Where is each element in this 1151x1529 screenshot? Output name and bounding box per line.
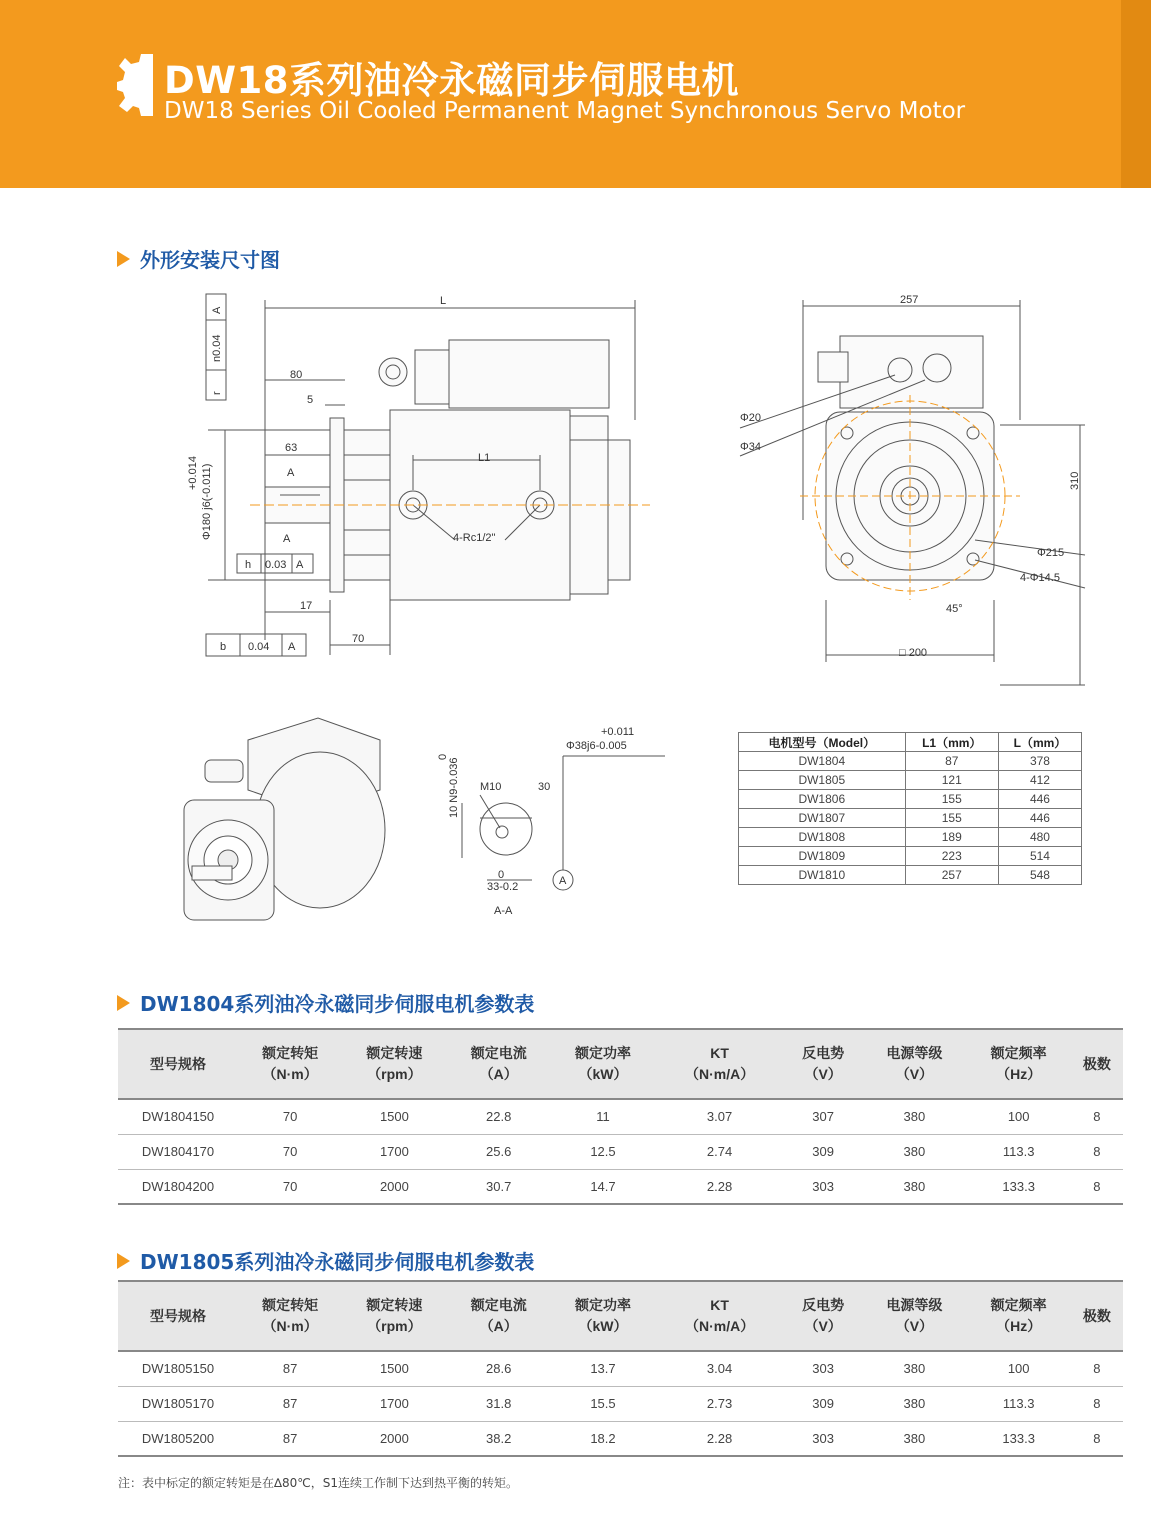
dim-square: □ 200 — [899, 647, 928, 659]
table-cell: 22.8 — [447, 1099, 551, 1134]
table-cell: DW1805170 — [118, 1386, 238, 1421]
table-cell: 380 — [862, 1169, 966, 1204]
triangle-bullet-icon — [117, 1253, 130, 1269]
header-cell — [862, 1029, 966, 1099]
table-cell: 303 — [784, 1351, 862, 1386]
table-row — [118, 1351, 1123, 1386]
table-cell: 2000 — [342, 1421, 446, 1456]
tol-r-ref: A — [211, 306, 223, 314]
table-cell: 514 — [998, 847, 1081, 866]
header-cell — [447, 1281, 551, 1351]
dim-shaft: Φ38j6-0.005 — [566, 740, 627, 752]
table-row — [739, 809, 1082, 828]
triangle-bullet-icon — [117, 995, 130, 1011]
table-cell: 2.28 — [655, 1169, 784, 1204]
dim-phi215: Φ215 — [1037, 547, 1065, 559]
header-label: 额定频率 — [990, 1045, 1047, 1061]
table-cell: 2.74 — [655, 1134, 784, 1169]
header-unit: （Hz） — [996, 1066, 1042, 1082]
table-cell: 380 — [862, 1134, 966, 1169]
table-cell: 100 — [967, 1099, 1071, 1134]
table-cell: 31.8 — [447, 1386, 551, 1421]
header-unit: （N·m/A） — [684, 1066, 755, 1082]
dim-width: 33-0.2 — [487, 881, 519, 893]
header-unit: （V） — [804, 1318, 842, 1334]
header-cell: L（mm） — [998, 733, 1081, 752]
header-label: 极数 — [1082, 1055, 1111, 1072]
table-cell: 155 — [905, 809, 998, 828]
tol-b-symbol: b — [220, 641, 227, 653]
table-cell: DW1807 — [739, 809, 906, 828]
table-cell: 133.3 — [967, 1421, 1071, 1456]
header-cell — [784, 1029, 862, 1099]
table-cell: 548 — [998, 866, 1081, 885]
header-cell — [1071, 1029, 1123, 1099]
dim-phi20: Φ20 — [740, 412, 762, 424]
dim-257: 257 — [900, 294, 919, 306]
table-cell: 412 — [998, 771, 1081, 790]
dim-17: 17 — [300, 600, 313, 612]
table-cell: 2000 — [342, 1169, 446, 1204]
dim-dia180: Φ180 j6(-0.011) — [201, 463, 213, 540]
tol-h-value: 0.03 — [265, 559, 287, 571]
header-cell — [118, 1281, 238, 1351]
table-cell: 303 — [784, 1421, 862, 1456]
tol-h-symbol: h — [245, 559, 252, 571]
header-unit: （N·m） — [262, 1318, 318, 1334]
param-table-dw1804 — [118, 1028, 1123, 1205]
table-cell: DW1806 — [739, 790, 906, 809]
table-cell: DW1810 — [739, 866, 906, 885]
header-unit: （N·m/A） — [684, 1318, 755, 1334]
dim-L1: L1 — [478, 452, 491, 464]
header-label: 额定转矩 — [262, 1297, 319, 1313]
table-cell: 1500 — [342, 1099, 446, 1134]
table-cell: 70 — [238, 1099, 342, 1134]
table-cell: 446 — [998, 809, 1081, 828]
table-cell: 1700 — [342, 1134, 446, 1169]
header-label: KT — [710, 1297, 729, 1313]
header-cell — [967, 1281, 1071, 1351]
table-cell: 309 — [784, 1134, 862, 1169]
header-unit: （A） — [479, 1066, 518, 1082]
header-cell — [551, 1029, 655, 1099]
table-cell: 446 — [998, 790, 1081, 809]
table-cell: 309 — [784, 1386, 862, 1421]
table-cell: 3.04 — [655, 1351, 784, 1386]
model-dimension-table — [738, 732, 1082, 885]
dim-ref-A: A — [559, 875, 567, 887]
page-title-cn: DW18系列油冷永磁同步伺服电机 — [164, 59, 740, 102]
table-cell: DW1805200 — [118, 1421, 238, 1456]
dim-shaft-tol: +0.011 — [601, 726, 635, 738]
table-header-row — [118, 1281, 1123, 1351]
table-row — [739, 847, 1082, 866]
header-label: 电源等级 — [886, 1045, 943, 1061]
table-row — [118, 1099, 1123, 1134]
table-cell: 307 — [784, 1099, 862, 1134]
header-label: 额定转速 — [366, 1297, 423, 1313]
table-cell: 133.3 — [967, 1169, 1071, 1204]
dim-key-tol: 0 — [437, 753, 449, 760]
table-cell: 8 — [1071, 1169, 1123, 1204]
table-cell: 380 — [862, 1386, 966, 1421]
tol-b-value: 0.04 — [248, 641, 270, 653]
header-cell — [118, 1029, 238, 1099]
table-row — [118, 1421, 1123, 1456]
dim-holes: 4-Φ14.5 — [1020, 572, 1060, 584]
dim-ports: 4-Rc1/2" — [453, 532, 496, 544]
dim-5: 5 — [307, 394, 314, 406]
table-row — [739, 866, 1082, 885]
table-cell: 2.28 — [655, 1421, 784, 1456]
header-unit: （Hz） — [996, 1318, 1042, 1334]
table-cell: 8 — [1071, 1386, 1123, 1421]
table-cell: 1700 — [342, 1386, 446, 1421]
table-cell: DW1804150 — [118, 1099, 238, 1134]
table-cell: 70 — [238, 1169, 342, 1204]
table-cell: 30.7 — [447, 1169, 551, 1204]
dim-thread: M10 — [480, 781, 502, 793]
table-cell: 100 — [967, 1351, 1071, 1386]
drawing-section-title: 外形安装尺寸图 — [117, 244, 280, 273]
model-table-header — [739, 733, 1082, 752]
header-cell — [447, 1029, 551, 1099]
table-cell: 14.7 — [551, 1169, 655, 1204]
header-cell — [238, 1029, 342, 1099]
table-cell: 87 — [238, 1351, 342, 1386]
dim-L: L — [440, 295, 447, 307]
tol-h-ref: A — [296, 559, 304, 571]
header-label: 额定频率 — [990, 1297, 1047, 1313]
table-cell: 87 — [905, 752, 998, 771]
header-cell — [655, 1029, 784, 1099]
table-row — [739, 828, 1082, 847]
table-cell: 70 — [238, 1134, 342, 1169]
header-unit: （V） — [804, 1066, 842, 1082]
header-unit: （kW） — [578, 1318, 628, 1334]
dim-63: 63 — [285, 442, 298, 454]
table-cell: DW1804200 — [118, 1169, 238, 1204]
table-row — [739, 771, 1082, 790]
table-cell: 8 — [1071, 1099, 1123, 1134]
header-label: 额定功率 — [574, 1297, 631, 1313]
table-cell: 87 — [238, 1421, 342, 1456]
header-cell: 电机型号（Model） — [739, 733, 906, 752]
footnote: 注：表中标定的额定转矩是在∆80℃，S1连续工作制下达到热平衡的转矩。 — [118, 1476, 519, 1490]
table-cell: DW1804 — [739, 752, 906, 771]
header-label: 极数 — [1082, 1307, 1111, 1324]
header-label: 额定功率 — [574, 1045, 631, 1061]
table-cell: 8 — [1071, 1134, 1123, 1169]
table-cell: 189 — [905, 828, 998, 847]
table-cell: 18.2 — [551, 1421, 655, 1456]
header-label: 额定转速 — [366, 1045, 423, 1061]
header-label: KT — [710, 1045, 729, 1061]
table-cell: 2.73 — [655, 1386, 784, 1421]
dim-dia180-tol: +0.014 — [187, 456, 199, 490]
tol-b-ref: A — [288, 641, 296, 653]
table-cell: 380 — [862, 1421, 966, 1456]
section-label: A-A — [494, 905, 513, 917]
table-cell: DW1805 — [739, 771, 906, 790]
dim-70: 70 — [352, 633, 365, 645]
header-cell — [551, 1281, 655, 1351]
table-cell: 380 — [862, 1099, 966, 1134]
table-cell: 480 — [998, 828, 1081, 847]
table-cell: 8 — [1071, 1351, 1123, 1386]
header-unit: （rpm） — [367, 1318, 422, 1334]
table-cell: DW1809 — [739, 847, 906, 866]
dim-A-top: A — [287, 467, 295, 479]
table-cell: 13.7 — [551, 1351, 655, 1386]
page-title-en: DW18 Series Oil Cooled Permanent Magnet Synchronous Servo Motor — [164, 98, 966, 124]
tol-r-value: n0.04 — [211, 334, 223, 362]
header-unit: （A） — [479, 1318, 518, 1334]
header-label: 电源等级 — [886, 1297, 943, 1313]
header-unit: （V） — [895, 1318, 934, 1334]
table-row — [118, 1386, 1123, 1421]
table-cell: 380 — [862, 1351, 966, 1386]
table-cell: 113.3 — [967, 1386, 1071, 1421]
dim-angle: 45° — [946, 603, 963, 615]
dim-width-tol: 0 — [498, 869, 505, 881]
table-cell: 3.07 — [655, 1099, 784, 1134]
table-cell: 8 — [1071, 1421, 1123, 1456]
header-cell — [655, 1281, 784, 1351]
table-header-row — [118, 1029, 1123, 1099]
dim-80: 80 — [290, 369, 303, 381]
header-cell — [342, 1281, 446, 1351]
table-row — [739, 752, 1082, 771]
table-cell: DW1808 — [739, 828, 906, 847]
table-cell: 155 — [905, 790, 998, 809]
table-row — [118, 1134, 1123, 1169]
table-row — [118, 1169, 1123, 1204]
table-cell: 121 — [905, 771, 998, 790]
dim-310: 310 — [1069, 471, 1081, 490]
header-unit: （V） — [895, 1066, 934, 1082]
table-cell: 257 — [905, 866, 998, 885]
table-cell: DW1805150 — [118, 1351, 238, 1386]
param-table-dw1805 — [118, 1280, 1123, 1457]
table-cell: 12.5 — [551, 1134, 655, 1169]
table-cell: 11 — [551, 1099, 655, 1134]
table-cell: 113.3 — [967, 1134, 1071, 1169]
table-cell: 28.6 — [447, 1351, 551, 1386]
header-cell — [967, 1029, 1071, 1099]
table-cell: 25.6 — [447, 1134, 551, 1169]
table-cell: 87 — [238, 1386, 342, 1421]
table-cell: 38.2 — [447, 1421, 551, 1456]
header-label: 额定电流 — [470, 1045, 527, 1061]
table1-title: DW1804系列油冷永磁同步伺服电机参数表 — [117, 988, 534, 1017]
table-cell: 1500 — [342, 1351, 446, 1386]
header-unit: （rpm） — [367, 1066, 422, 1082]
header-label: 型号规格 — [150, 1055, 206, 1072]
header-label: 反电势 — [802, 1045, 845, 1061]
header-label: 型号规格 — [150, 1307, 206, 1324]
table2-title: DW1805系列油冷永磁同步伺服电机参数表 — [117, 1246, 534, 1275]
header-unit: （kW） — [578, 1066, 628, 1082]
tol-r-symbol: r — [211, 391, 223, 395]
table-row — [739, 790, 1082, 809]
dim-depth: 30 — [538, 781, 551, 793]
dim-A-bottom: A — [283, 533, 291, 545]
header-label: 额定转矩 — [262, 1045, 319, 1061]
table-cell: 15.5 — [551, 1386, 655, 1421]
header-cell: L1（mm） — [905, 733, 998, 752]
dim-phi34: Φ34 — [740, 441, 762, 453]
table-cell: 303 — [784, 1169, 862, 1204]
header-cell — [784, 1281, 862, 1351]
header-label: 反电势 — [802, 1297, 845, 1313]
header-cell — [1071, 1281, 1123, 1351]
header-cell — [862, 1281, 966, 1351]
table-cell: 378 — [998, 752, 1081, 771]
header-unit: （N·m） — [262, 1066, 318, 1082]
header-cell — [238, 1281, 342, 1351]
table-cell: DW1804170 — [118, 1134, 238, 1169]
header-cell — [342, 1029, 446, 1099]
dim-key: 10 N9-0.036 — [448, 757, 460, 818]
header-label: 额定电流 — [470, 1297, 527, 1313]
table-cell: 223 — [905, 847, 998, 866]
